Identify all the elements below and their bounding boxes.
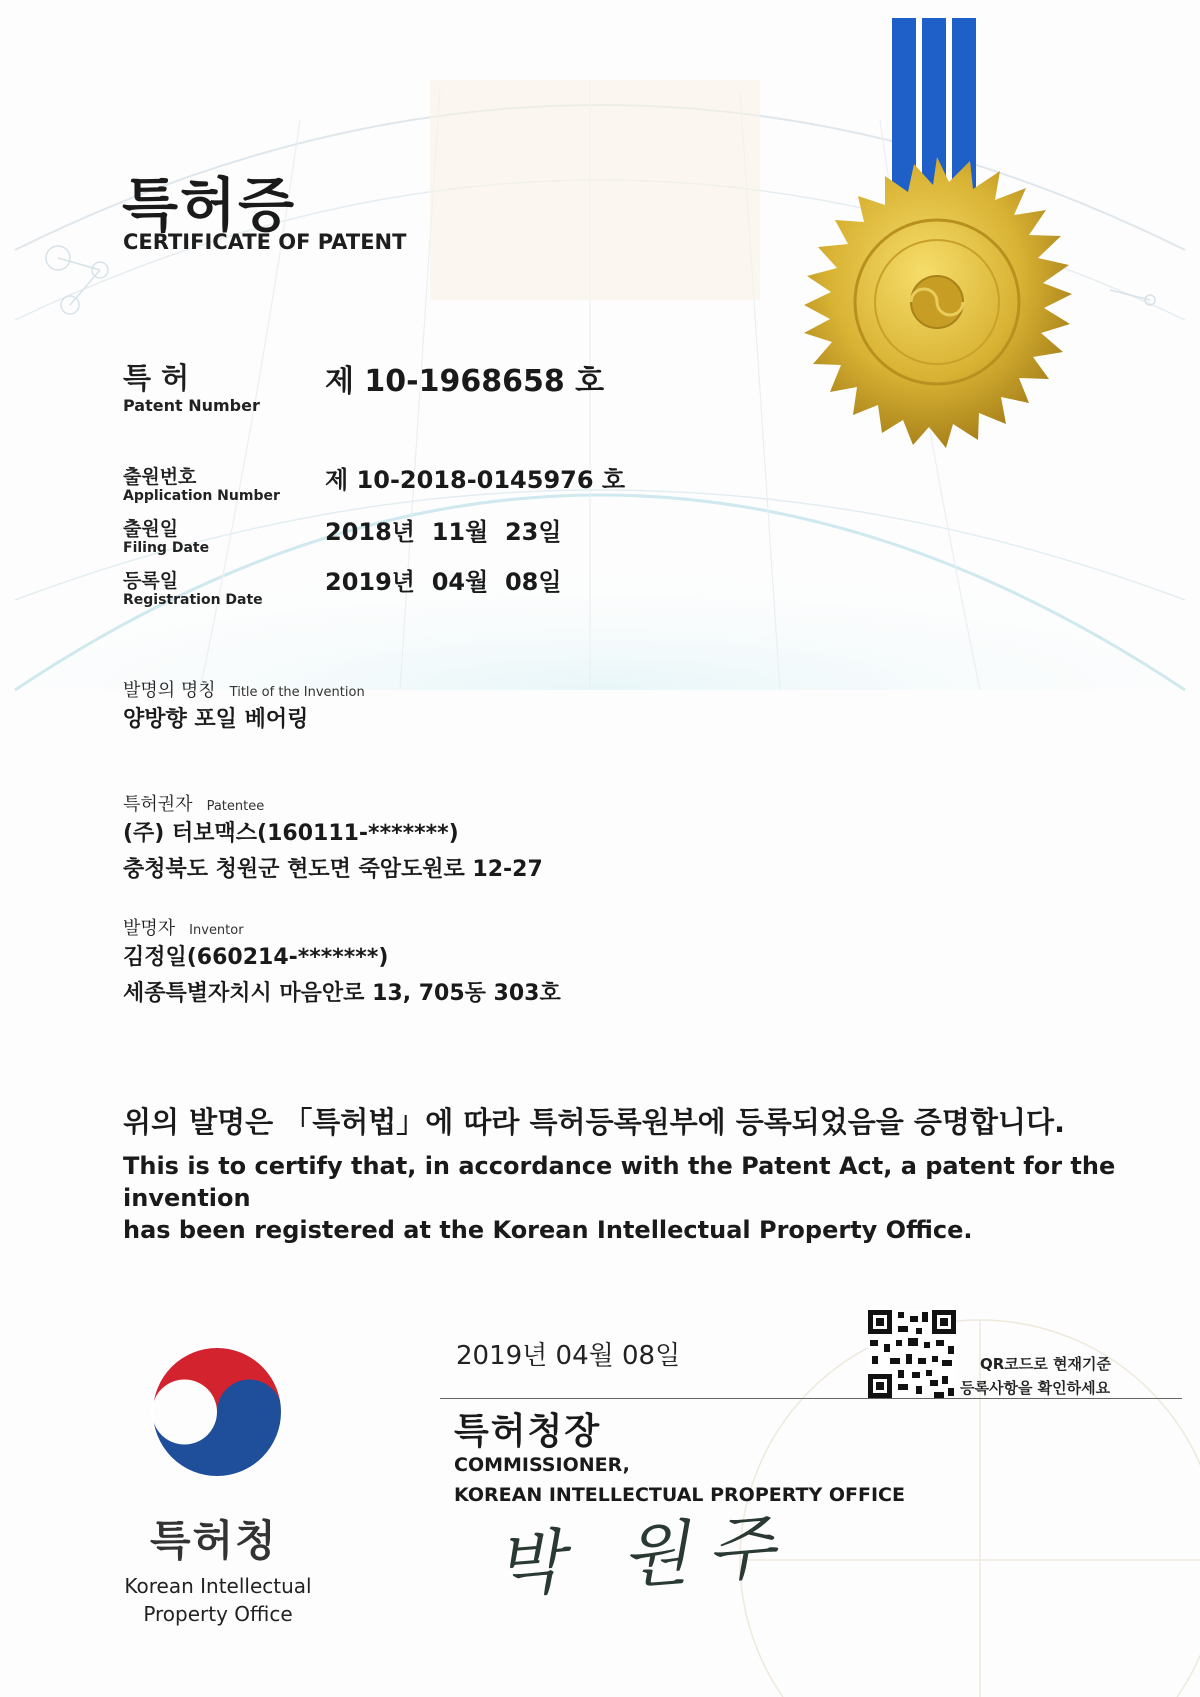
commissioner-en-line1: COMMISSIONER,: [454, 1454, 630, 1476]
registration-label-ko: 등록일: [123, 570, 179, 592]
commissioner-title-ko: 특허청장: [454, 1411, 602, 1452]
qr-note-line2: 등록사항을 확인하세요: [960, 1379, 1111, 1397]
patentee-label: [123, 790, 264, 816]
kipo-en-line1: Korean Intellectual: [124, 1574, 312, 1598]
certificate-title-en: CERTIFICATE OF PATENT: [123, 230, 407, 254]
filing-date-value: 2018년 11월 23일: [325, 518, 562, 546]
qr-note-line1: QR코드로 현재기준: [980, 1355, 1111, 1373]
patent-number-value: 제 10-1968658 호: [325, 364, 605, 399]
inventor-label-en: Inventor: [189, 923, 244, 938]
certification-en-line1: This is to certify that, in accordance with the Patent Act, a patent for the invention: [123, 1152, 1116, 1212]
invention-title-value: 양방향 포일 베어링: [123, 707, 309, 732]
inventor-label: [123, 914, 244, 940]
patent-label-ko: 특 허: [123, 361, 190, 395]
issue-date: 2019년 04월 08일: [456, 1341, 681, 1371]
patentee-label-en: Patentee: [206, 799, 265, 814]
application-label-ko: 출원번호: [123, 466, 197, 488]
application-label-en: Application Number: [123, 488, 280, 504]
invention-label: [123, 676, 365, 702]
certificate-title-ko: 특허증: [122, 171, 297, 239]
patentee-name: (주) 터보맥스(160111-*******): [123, 821, 459, 846]
signature-divider: [440, 1398, 1182, 1399]
registration-label-en: Registration Date: [123, 592, 263, 608]
kipo-name-ko: 특허청: [150, 1516, 278, 1565]
certification-en-line2: has been registered at the Korean Intellectual Property Office.: [123, 1216, 973, 1244]
kipo-en-line2: Property Office: [143, 1602, 293, 1626]
kipo-name-en: [118, 1572, 318, 1628]
patentee-label-ko: 특허권자: [123, 794, 193, 815]
inventor-name: 김정일(660214-*******): [123, 945, 389, 970]
invention-label-ko: 발명의 명칭: [123, 680, 216, 701]
qr-code-icon: [868, 1310, 956, 1398]
filing-label-ko: 출원일: [123, 518, 179, 540]
certification-text-ko: 위의 발명은 「특허법」에 따라 특허등록원부에 등록되었음을 증명합니다.: [123, 1105, 1066, 1139]
inventor-address: 세종특별자치시 마음안로 13, 705동 303호: [123, 981, 561, 1006]
commissioner-signature: 박 원주: [492, 1504, 796, 1608]
qr-note: [960, 1352, 1111, 1400]
application-number-value: 제 10-2018-0145976 호: [325, 466, 626, 494]
patentee-address: 충청북도 청원군 현도면 죽암도원로 12-27: [123, 857, 543, 882]
registration-date-value: 2019년 04월 08일: [325, 568, 562, 596]
inventor-label-ko: 발명자: [123, 918, 176, 939]
commissioner-en-line2: KOREAN INTELLECTUAL PROPERTY OFFICE: [454, 1484, 905, 1506]
invention-label-en: Title of the Invention: [229, 685, 365, 700]
patent-label-en: Patent Number: [123, 396, 260, 415]
certification-text-en: [123, 1150, 1143, 1246]
filing-label-en: Filing Date: [123, 540, 210, 556]
